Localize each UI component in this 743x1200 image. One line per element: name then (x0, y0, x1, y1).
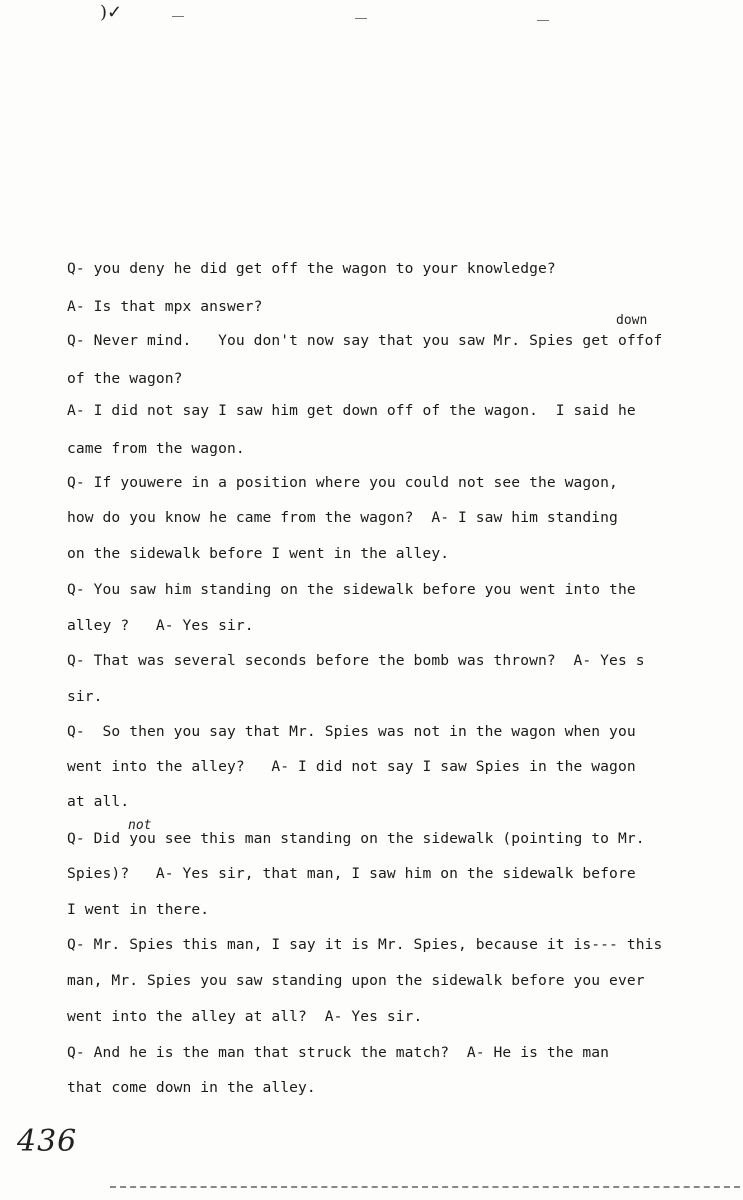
page-speck (537, 20, 549, 21)
transcript-line: Q- Mr. Spies this man, I say it is Mr. Spies, because it is--- this (67, 936, 663, 953)
transcript-line: Q- That was several seconds before the bomb was thrown? A- Yes s (67, 652, 645, 669)
transcript-line: Q- And he is the man that struck the match? A- He is the man (67, 1044, 610, 1061)
transcript-line: alley ? A- Yes sir. (67, 617, 254, 634)
transcript-line: went into the alley? A- I did not say I saw Spies in the wagon (67, 758, 636, 775)
transcript-line: A- Is that mpx answer? (67, 298, 263, 315)
transcript-line: on the sidewalk before I went in the alley. (67, 545, 450, 562)
transcript-line: at all. (67, 793, 130, 810)
page-speck (172, 16, 184, 17)
transcript-line: went into the alley at all? A- Yes sir. (67, 1008, 423, 1025)
bottom-dashed-rule (110, 1186, 740, 1188)
top-handwritten-mark: )✓ (100, 2, 123, 23)
transcript-line: man, Mr. Spies you saw standing upon the sidewalk before you ever (67, 972, 645, 989)
transcript-line: came from the wagon. (67, 440, 245, 457)
transcript-line: I went in there. (67, 901, 210, 918)
handwritten-insert-not: not (128, 818, 152, 833)
transcript-line: Q- you deny he did get off the wagon to your knowledge? (67, 260, 556, 277)
handwritten-page-number: 436 (17, 1124, 78, 1159)
transcript-line: A- I did not say I saw him get down off of the wagon. I said he (67, 402, 636, 419)
transcript-line: Q- Did you see this man standing on the sidewalk (pointing to Mr. (67, 830, 645, 847)
transcript-line: Spies)? A- Yes sir, that man, I saw him on the sidewalk before (67, 865, 636, 882)
transcript-line: Q- Never mind. You don't now say that you saw Mr. Spies get offof (67, 332, 663, 349)
page-speck (355, 18, 367, 19)
transcript-line: that come down in the alley. (67, 1079, 316, 1096)
transcript-line: Q- You saw him standing on the sidewalk before you went into the (67, 581, 636, 598)
transcript-line: Q- So then you say that Mr. Spies was not in the wagon when you (67, 723, 636, 740)
transcript-line: of the wagon? (67, 370, 183, 387)
transcript-line: how do you know he came from the wagon? A- I saw him standing (67, 509, 618, 526)
transcript-line: sir. (67, 688, 103, 705)
transcript-line: Q- If youwere in a position where you could not see the wagon, (67, 474, 618, 491)
handwritten-insert-down: down (616, 313, 648, 328)
